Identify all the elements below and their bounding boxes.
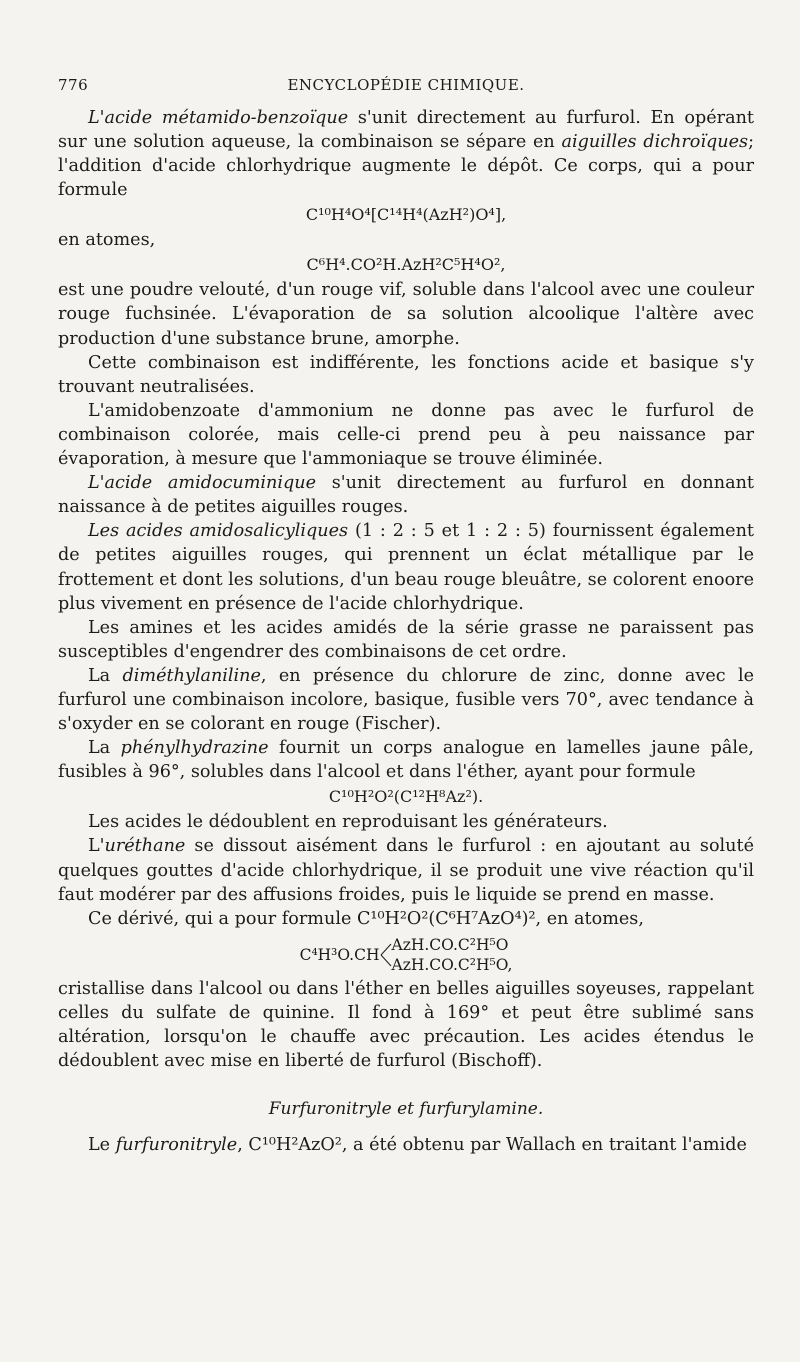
formula-atomes: C⁶H⁴.CO²H.AzH²C⁵H⁴O²,	[306, 255, 506, 275]
paragraph-amidobenzoate: L'amidobenzoate d'ammonium ne donne pas avec le furfurol de combinaison colorée, mais celle-ci prend peu à peu naissance par évaporation, à mesure que l'ammoniaque se trouve éliminée.	[58, 400, 754, 470]
formula-phenylhydrazine: C¹⁰H²O²(C¹²H⁸Az²).	[328, 787, 484, 807]
en-atomes-label: en atomes,	[58, 230, 156, 251]
compound-name: furfuronitryle	[115, 1135, 238, 1156]
paragraph-metamido-benzoique: L'acide métamido-benzoïque s'unit directement au furfurol. En opérant sur une solution aqueuse, la combinaison se sépare en aiguilles dichroïques; l'addition d'acide chlorhydrique augmente le dépôt. Ce corps, qui a pour formule	[58, 108, 754, 201]
paragraph-dimethylaniline: La diméthylaniline, en présence du chlorure de zinc, donne avec le furfurol une combinaison incolore, basique, fusible vers 70°, avec tendance à s'oxyder en se colorant en rouge (Fischer).	[58, 665, 754, 735]
compound-name: uréthane	[104, 836, 186, 857]
section-title: Furfuronitryle et furfurylamine.	[268, 1099, 544, 1120]
compound-name: diméthylaniline	[122, 665, 261, 686]
formula-equivalents: C¹⁰H⁴O⁴[C¹⁴H⁴(AzH²)O⁴],	[305, 205, 507, 225]
paragraph-cristallise: cristallise dans l'alcool ou dans l'éther en belles aiguilles soyeuses, rappelant celles du sulfate de quinine. Il fond à 169° et peut être sublimé sans altération, lorsqu'on le chauffe avec précaution. Les acides étendus le dédoublent avec mise en liberté de furfurol (Bischoff).	[58, 978, 754, 1072]
paragraph-poudre: est une poudre velouté, d'un rouge vif, soluble dans l'alcool avec une couleur rouge fuchsinée. L'évaporation de sa solution alcoolique l'altère avec production d'une substance brune, amorphe.	[58, 280, 754, 349]
page-body	[58, 106, 754, 1157]
paragraph-phenylhydrazine: La phénylhydrazine fournit un corps analogue en lamelles jaune pâle, fusibles à 96°, solubles dans l'alcool et dans l'éther, ayant pour formule	[58, 738, 755, 783]
formula-branch-bottom: AzH.CO.C²H⁵O,	[391, 955, 513, 974]
paragraph-derive: Ce dérivé, qui a pour formule C¹⁰H²O²(C⁶H⁷AzO⁴)², en atomes,	[88, 908, 644, 929]
page-header	[58, 76, 754, 94]
formula-branch-top: AzH.CO.C²H⁵O	[391, 935, 509, 954]
structural-formula	[58, 935, 754, 975]
compound-name: Les acides amidosalicyliques	[88, 521, 349, 542]
page-number: 776	[58, 76, 89, 94]
compound-name: phénylhydrazine	[120, 738, 269, 759]
running-title: ENCYCLOPÉDIE CHIMIQUE.	[287, 76, 525, 94]
paragraph-indifferente: Cette combinaison est indifférente, les fonctions acide et basique s'y trouvant neutralisées.	[58, 352, 754, 397]
paragraph-amidocuminique: L'acide amidocuminique s'unit directement au furfurol en donnant naissance à de petites aiguilles rouges.	[58, 473, 754, 518]
compound-name: L'acide amidocuminique	[88, 473, 317, 494]
paragraph-amidosalicyliques: Les acides amidosalicyliques (1 : 2 : 5 et 1 : 2 : 5) fournissent également de petites aiguilles rouges, qui prennent un éclat métallique par le frottement et dont les solutions, d'un beau rouge bleuâtre, se colorent enoore plus vivement en présence de l'acide chlorhydrique.	[58, 521, 754, 614]
compound-name: L'acide métamido-benzoïque	[88, 108, 349, 128]
formula-stem: C⁴H³O.CH	[299, 945, 380, 964]
paragraph-amines: Les amines et les acides amidés de la série grasse ne paraissent pas susceptibles d'engendrer des combinaisons de cet ordre.	[58, 617, 754, 662]
paragraph-furfuronitryle: Le furfuronitryle, C¹⁰H²AzO², a été obtenu par Wallach en traitant l'amide	[88, 1135, 747, 1156]
branch-lines-icon	[380, 935, 392, 975]
paragraph-urethane: L'uréthane se dissout aisément dans le furfurol : en ajoutant au soluté quelques gouttes d'acide chlorhydrique, il se produit une vive réaction qu'il faut modérer par des affusions froides, puis le liquide se prend en masse.	[58, 836, 754, 905]
paragraph-acides-dedoublent: Les acides le dédoublent en reproduisant les générateurs.	[88, 812, 608, 833]
